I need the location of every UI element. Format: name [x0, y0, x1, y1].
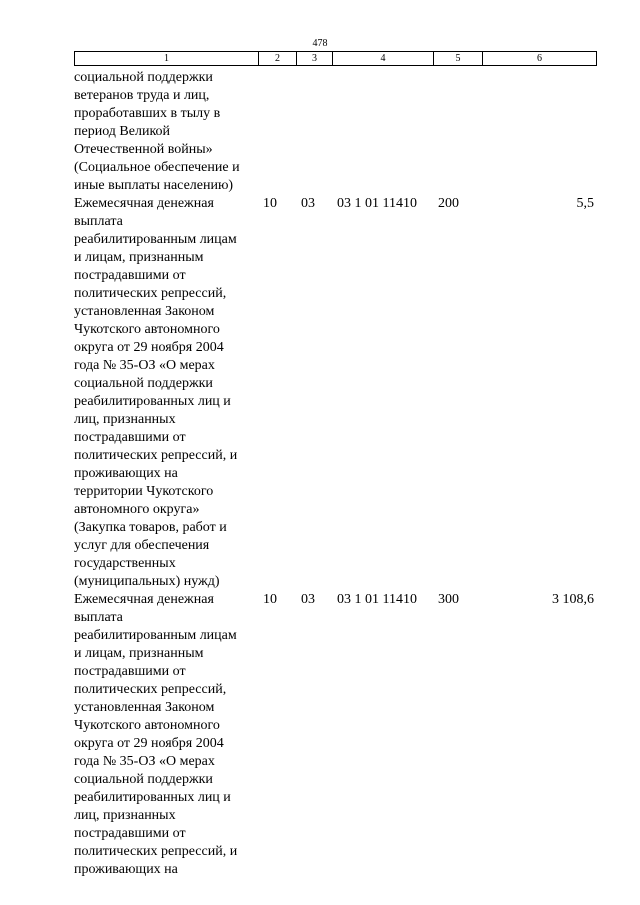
column-header-5: 5: [434, 52, 483, 66]
description-line: реабилитированных лиц и: [74, 394, 231, 409]
table-row: [74, 195, 596, 591]
description-line: (Закупка товаров, работ и: [74, 520, 227, 535]
description-line: период Великой: [74, 124, 171, 139]
description-line: политических репрессий,: [74, 682, 227, 697]
row-subsection: [296, 69, 332, 195]
description-line: социальной поддержки: [74, 376, 213, 391]
row-target-article: [332, 69, 433, 195]
description-line: установленная Законом: [74, 700, 215, 715]
description-line: округа от 29 ноября 2004: [74, 340, 224, 355]
row-amount: 3 108,6: [552, 592, 594, 607]
budget-table: [74, 69, 596, 879]
column-header-1: 1: [75, 52, 259, 66]
description-line: выплата: [74, 214, 123, 229]
row-target-article: 03 1 01 11410: [337, 592, 417, 607]
description-line: Ежемесячная денежная: [74, 592, 214, 607]
description-line: пострадавшими от: [74, 268, 186, 283]
description-line: установленная Законом: [74, 304, 215, 319]
description-line: реабилитированным лицам: [74, 232, 237, 247]
row-description: [74, 591, 258, 879]
row-subsection: 03: [301, 592, 315, 607]
column-header-2: 2: [259, 52, 297, 66]
row-description: [74, 69, 258, 195]
description-line: автономного округа»: [74, 502, 200, 517]
page-number: 478: [312, 38, 328, 49]
row-expense-type: 300: [438, 592, 459, 607]
column-header-3: 3: [297, 52, 333, 66]
column-header-table: [74, 51, 597, 66]
column-header-4: 4: [333, 52, 434, 66]
description-line: социальной поддержки: [74, 772, 213, 787]
description-line: года № 35-ОЗ «О мерах: [74, 358, 215, 373]
description-line: Ежемесячная денежная: [74, 196, 214, 211]
row-amount: 5,5: [576, 196, 594, 211]
row-expense-type: [433, 69, 482, 195]
row-subsection: 03: [301, 196, 315, 211]
row-description: [74, 195, 258, 591]
row-section: 10: [263, 592, 277, 607]
description-line: реабилитированным лицам: [74, 628, 237, 643]
description-line: реабилитированных лиц и: [74, 790, 231, 805]
description-line: проживающих на: [74, 862, 178, 877]
table-row: [74, 591, 596, 879]
row-expense-type: 200: [438, 196, 459, 211]
description-line: территории Чукотского: [74, 484, 214, 499]
row-amount: [482, 69, 596, 195]
description-line: лиц, признанных: [74, 412, 176, 427]
description-line: политических репрессий,: [74, 286, 227, 301]
description-line: проживающих на: [74, 466, 178, 481]
description-line: Чукотского автономного: [74, 322, 220, 337]
description-line: ветеранов труда и лиц,: [74, 88, 210, 103]
description-line: округа от 29 ноября 2004: [74, 736, 224, 751]
description-line: пострадавшими от: [74, 664, 186, 679]
row-target-article: 03 1 01 11410: [337, 196, 417, 211]
description-line: пострадавшими от: [74, 826, 186, 841]
budget-table-body: [74, 69, 596, 879]
description-line: проработавших в тылу в: [74, 106, 221, 121]
description-line: социальной поддержки: [74, 70, 213, 85]
row-section: 10: [263, 196, 277, 211]
description-line: выплата: [74, 610, 123, 625]
description-line: (муниципальных) нужд): [74, 574, 220, 589]
description-line: пострадавшими от: [74, 430, 186, 445]
description-line: и лицам, признанным: [74, 250, 204, 265]
description-line: политических репрессий, и: [74, 448, 238, 463]
description-line: Отечественной войны»: [74, 142, 213, 157]
description-line: года № 35-ОЗ «О мерах: [74, 754, 215, 769]
description-line: государственных: [74, 556, 176, 571]
description-line: иные выплаты населению): [74, 178, 234, 193]
description-line: (Социальное обеспечение и: [74, 160, 240, 175]
description-line: Чукотского автономного: [74, 718, 220, 733]
table-row: [74, 69, 596, 195]
description-line: и лицам, признанным: [74, 646, 204, 661]
description-line: лиц, признанных: [74, 808, 176, 823]
column-header-6: 6: [483, 52, 597, 66]
description-line: политических репрессий, и: [74, 844, 238, 859]
column-header-row: [75, 52, 597, 66]
row-section: [258, 69, 296, 195]
description-line: услуг для обеспечения: [74, 538, 210, 553]
